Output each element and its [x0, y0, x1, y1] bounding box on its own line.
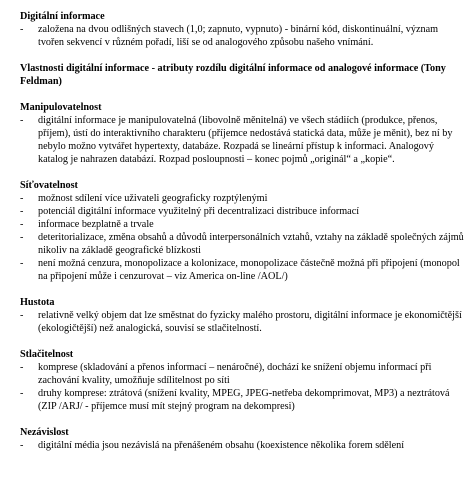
list-item — [20, 114, 464, 166]
section-digitalni-informace — [20, 10, 464, 49]
list-item-text: založena na dvou odlišných stavech (1,0; zapnuto, vypnuto) - binární kód, diskontinuální, význam tvořen sekvencí v různém pořadí, liší se od analogového způsobu našeho vnímání. — [38, 24, 439, 48]
section-manipulovatelnost — [20, 101, 464, 166]
bullet-dash: - — [20, 310, 24, 321]
list-item-text: druhy komprese: ztrátová (snížení kvality, MPEG, JPEG-netřeba dekomprimovat, MP3) a neztrátová (ZIP /ARJ/ - příjemce musí mít stejný program na dekompresi) — [38, 388, 450, 412]
list-item — [20, 309, 464, 335]
bullet-list — [20, 192, 464, 283]
section-stlacitelnost — [20, 348, 464, 413]
bullet-dash: - — [20, 440, 24, 451]
bullet-list — [20, 361, 464, 413]
list-item-text: relativně velký objem dat lze směstnat do fyzicky malého prostoru, digitální informace je ekonomičtější (ekologičtější) než analogická, souvisí se stlačitelností. — [38, 310, 462, 334]
section-sitovatelnost — [20, 179, 464, 283]
list-item-text: potenciál digitální informace využitelný při decentralizaci distribuce informací — [38, 206, 360, 217]
section-vlastnosti — [20, 62, 464, 88]
bullet-dash: - — [20, 193, 24, 204]
bullet-dash: - — [20, 232, 24, 243]
bullet-dash: - — [20, 24, 24, 35]
bullet-dash: - — [20, 388, 24, 399]
list-item — [20, 218, 464, 231]
list-item — [20, 23, 464, 49]
bullet-dash: - — [20, 115, 24, 126]
list-item-text: digitální média jsou nezávislá na přenášeném obsahu (koexistence několika forem sdělení — [38, 440, 405, 451]
list-item-text: není možná cenzura, monopolizace a kolonizace, monopolizace částečně možná při připojení (monopol na připojení může i cenzurovat – viz America on-line /AOL/) — [38, 258, 460, 282]
list-item — [20, 439, 464, 452]
list-item — [20, 231, 464, 257]
section-heading: Síťovatelnost — [20, 180, 78, 191]
list-item-text: komprese (skladování a přenos informací – nenáročné), dochází ke snížení objemu informací při zachování kvality, umožňuje sdílitelnost po síti — [38, 362, 432, 386]
section-hustota — [20, 296, 464, 335]
section-heading: Digitální informace — [20, 11, 105, 22]
section-heading: Hustota — [20, 297, 55, 308]
list-item — [20, 192, 464, 205]
list-item-text: deteritorializace, změna obsahů a důvodů interpersonálních vztahů, vztahy na základě společných zájmů nikoliv na základě geografické blízkosti — [38, 232, 464, 256]
list-item — [20, 361, 464, 387]
section-nezavislost — [20, 426, 464, 452]
section-heading: Vlastnosti digitální informace - atributy rozdílu digitální informace od analogové informace (Tony Feldman) — [20, 63, 446, 87]
bullet-dash: - — [20, 206, 24, 217]
section-heading: Stlačitelnost — [20, 349, 74, 360]
list-item-text: informace bezplatně a trvale — [38, 219, 154, 230]
list-item-text: možnost sdílení více uživateli geograficky rozptýlenými — [38, 193, 268, 204]
bullet-dash: - — [20, 219, 24, 230]
bullet-list — [20, 439, 464, 452]
section-heading: Nezávislost — [20, 427, 69, 438]
list-item-text: digitální informace je manipulovatelná (libovolně měnitelná) ve všech stádiích (produkce, přenos, příjem), ústí do interaktivního charakteru (příjemce nedostává statická data, může je měnit), bez ní by nebylo možno vytvářet hypertexty, databáze. Rozpadá se lineární přístup k informaci. Analogový katalog je nahrazen databází. Rozpad posloupnosti – konec pojmů „originál“ a „kopie“. — [38, 115, 453, 165]
list-item — [20, 205, 464, 218]
bullet-list — [20, 114, 464, 166]
bullet-dash: - — [20, 258, 24, 269]
list-item — [20, 387, 464, 413]
bullet-dash: - — [20, 362, 24, 373]
bullet-list — [20, 309, 464, 335]
bullet-list — [20, 23, 464, 49]
section-heading: Manipulovatelnost — [20, 102, 102, 113]
list-item — [20, 257, 464, 283]
